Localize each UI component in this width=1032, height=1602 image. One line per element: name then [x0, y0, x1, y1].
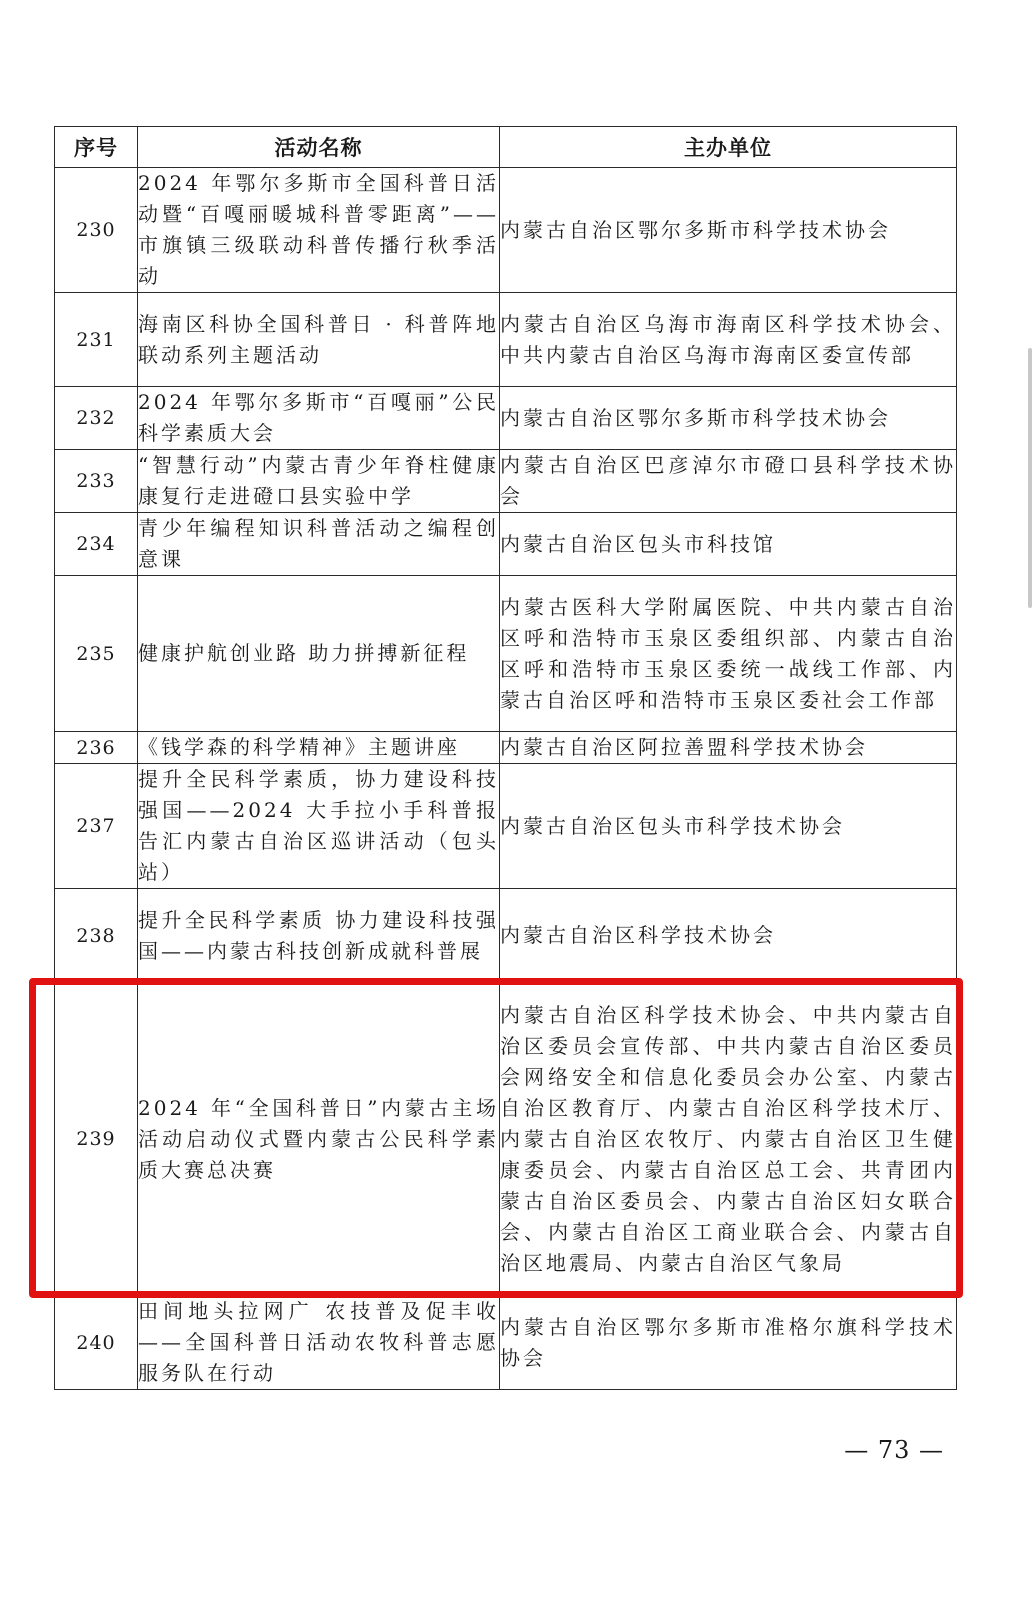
- row-serial-number: 233: [55, 450, 138, 513]
- row-organizer: 内蒙古自治区包头市科技馆: [500, 513, 957, 576]
- row-organizer: 内蒙古自治区阿拉善盟科学技术协会: [500, 732, 957, 764]
- row-activity-name: 提升全民科学素质 协力建设科技强国——内蒙古科技创新成就科普展: [138, 889, 500, 983]
- table-row: [55, 1296, 957, 1390]
- table-row: [55, 387, 957, 450]
- row-activity-name: 2024 年鄂尔多斯市“百嘎丽”公民科学素质大会: [138, 387, 500, 450]
- row-activity-name: 2024 年鄂尔多斯市全国科普日活动暨“百嘎丽暖城科普零距离”——市旗镇三级联动科普传播行秋季活动: [138, 168, 500, 293]
- header-serial-number: 序号: [55, 127, 138, 168]
- row-activity-name: 海南区科协全国科普日 · 科普阵地联动系列主题活动: [138, 293, 500, 387]
- header-activity-name: 活动名称: [138, 127, 500, 168]
- row-activity-name: “智慧行动”内蒙古青少年脊柱健康康复行走进磴口县实验中学: [138, 450, 500, 513]
- row-organizer: 内蒙古自治区科学技术协会、中共内蒙古自治区委员会宣传部、中共内蒙古自治区委员会网络安全和信息化委员会办公室、内蒙古自治区教育厅、内蒙古自治区科学技术厅、内蒙古自治区农牧厅、内蒙古自治区卫生健康委员会、内蒙古自治区总工会、共青团内蒙古自治区委员会、内蒙古自治区妇女联合会、内蒙古自治区工商业联合会、内蒙古自治区地震局、内蒙古自治区气象局: [500, 983, 957, 1296]
- row-activity-name: 提升全民科学素质，协力建设科技强国——2024 大手拉小手科普报告汇内蒙古自治区巡讲活动（包头站）: [138, 764, 500, 889]
- row-serial-number: 239: [55, 983, 138, 1296]
- header-organizer: 主办单位: [500, 127, 957, 168]
- table-row: [55, 450, 957, 513]
- row-serial-number: 235: [55, 576, 138, 732]
- row-organizer: 内蒙古自治区科学技术协会: [500, 889, 957, 983]
- row-serial-number: 236: [55, 732, 138, 764]
- row-activity-name: 青少年编程知识科普活动之编程创意课: [138, 513, 500, 576]
- table-row: [55, 168, 957, 293]
- row-serial-number: 232: [55, 387, 138, 450]
- row-activity-name: 2024 年“全国科普日”内蒙古主场活动启动仪式暨内蒙古公民科学素质大赛总决赛: [138, 983, 500, 1296]
- row-organizer: 内蒙古自治区巴彦淖尔市磴口县科学技术协会: [500, 450, 957, 513]
- row-serial-number: 230: [55, 168, 138, 293]
- row-serial-number: 234: [55, 513, 138, 576]
- table-row: [55, 293, 957, 387]
- table-header-row: [55, 127, 957, 168]
- row-serial-number: 238: [55, 889, 138, 983]
- scrollbar[interactable]: [1028, 348, 1032, 608]
- row-serial-number: 231: [55, 293, 138, 387]
- row-organizer: 内蒙古自治区乌海市海南区科学技术协会、中共内蒙古自治区乌海市海南区委宣传部: [500, 293, 957, 387]
- row-organizer: 内蒙古自治区鄂尔多斯市准格尔旗科学技术协会: [500, 1296, 957, 1390]
- page-number: — 73 —: [844, 1436, 944, 1464]
- table-row: [55, 764, 957, 889]
- row-organizer: 内蒙古自治区包头市科学技术协会: [500, 764, 957, 889]
- row-activity-name: 田间地头拉网广 农技普及促丰收——全国科普日活动农牧科普志愿服务队在行动: [138, 1296, 500, 1390]
- row-organizer: 内蒙古医科大学附属医院、中共内蒙古自治区呼和浩特市玉泉区委组织部、内蒙古自治区呼和浩特市玉泉区委统一战线工作部、内蒙古自治区呼和浩特市玉泉区委社会工作部: [500, 576, 957, 732]
- table-row: [55, 983, 957, 1296]
- table-row: [55, 732, 957, 764]
- activity-table: [54, 126, 957, 1390]
- row-organizer: 内蒙古自治区鄂尔多斯市科学技术协会: [500, 387, 957, 450]
- row-activity-name: 健康护航创业路 助力拼搏新征程: [138, 576, 500, 732]
- row-serial-number: 237: [55, 764, 138, 889]
- row-activity-name: 《钱学森的科学精神》主题讲座: [138, 732, 500, 764]
- table-row: [55, 576, 957, 732]
- row-organizer: 内蒙古自治区鄂尔多斯市科学技术协会: [500, 168, 957, 293]
- table-row: [55, 513, 957, 576]
- row-serial-number: 240: [55, 1296, 138, 1390]
- table-row: [55, 889, 957, 983]
